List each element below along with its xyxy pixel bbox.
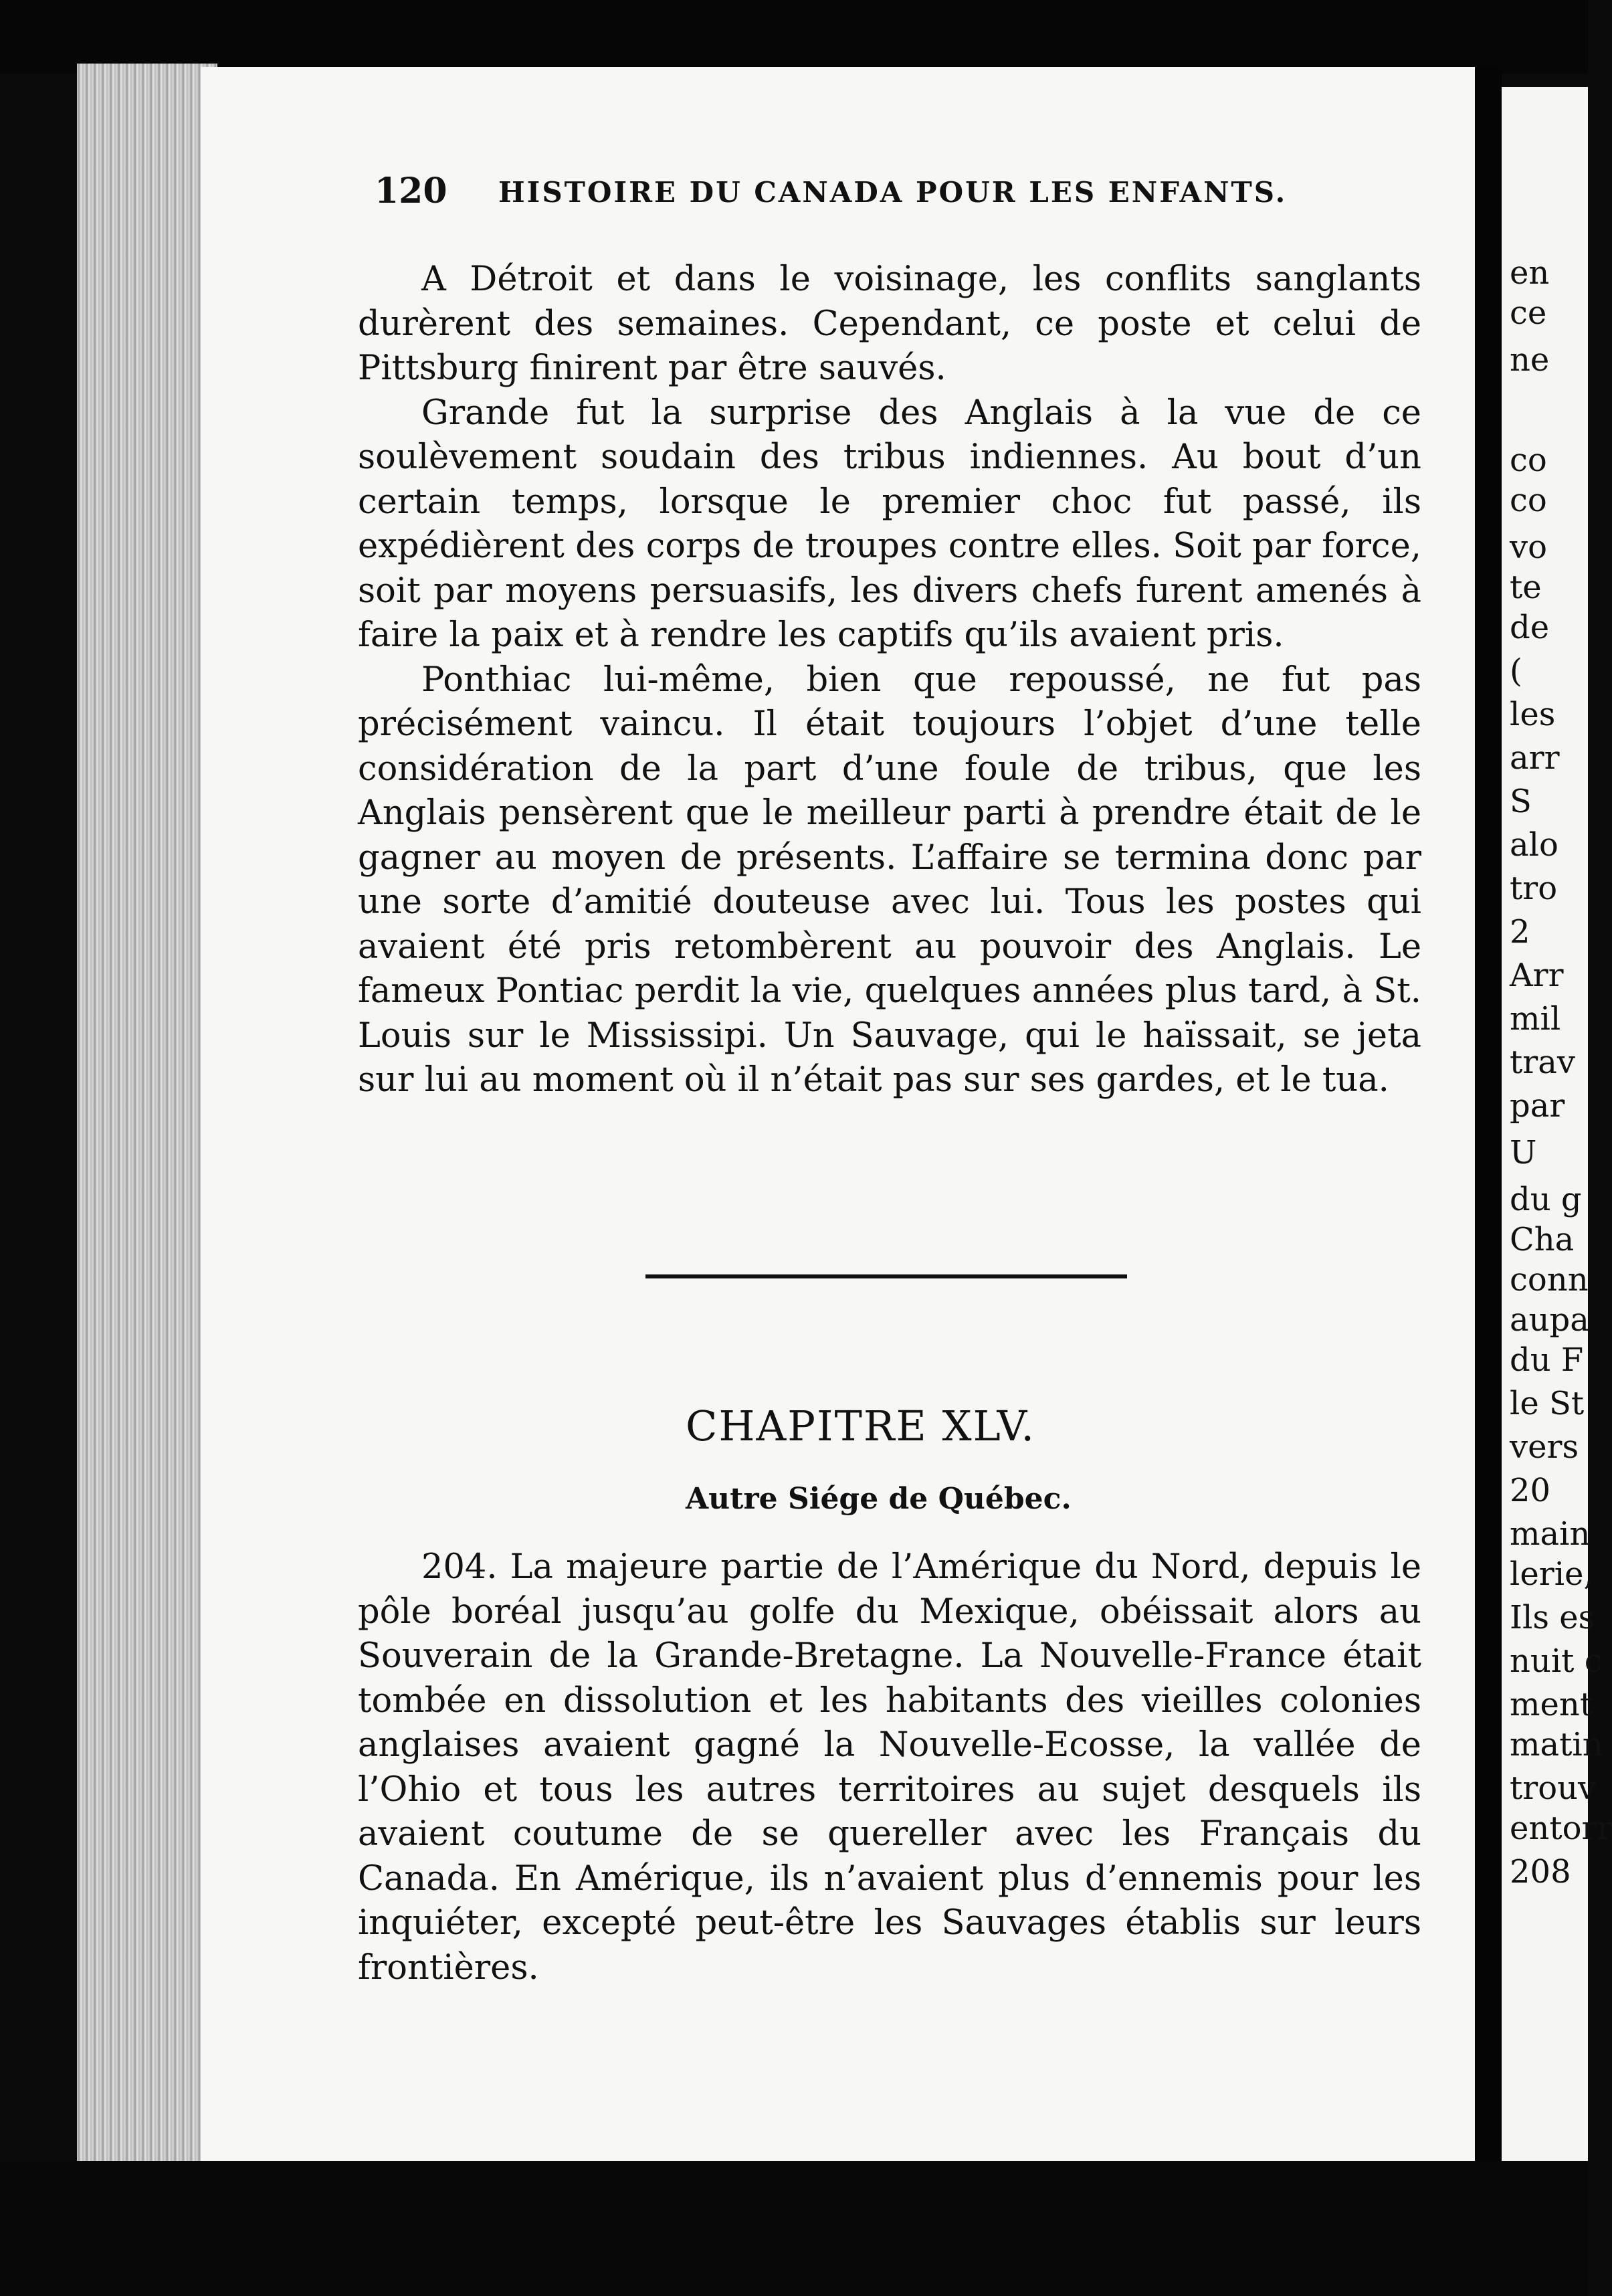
paragraph: Grande fut la surprise des Anglais à la vue de ce soulèvement soudain des tribus indiennes. Au bout d’un certain temps, lorsque le premier choc fut passé, ils expédièrent des corps de troupes contre elles. Soit par force, soit par moyens persuasifs, les divers chefs furent amenés à faire la paix et à rendre les captifs qu’ils avaient pris. [358,393,1421,655]
facing-page-line: co [1510,482,1547,519]
paragraph-204: 204. La majeure partie de l’Amérique du Nord, depuis le pôle boréal jusqu’au golfe du Mexique, obéissait alors au Souverain de la Grande-Bretagne. La Nouvelle-France était tombée en dissolution et les habitants des vieilles colonies anglaises avaient gagné la Nouvelle-Ecosse, la vallée de l’Ohio et tous les autres territoires au sujet desquels ils avaient coutume de se quereller avec les Français du Canada. En Amérique, ils n’avaient plus d’ennemis pour les inquiéter, excepté peut-être les Sauvages établis sur leurs frontières. [358,1547,1421,1988]
facing-page-line: Ils es [1510,1599,1595,1636]
facing-page-line: ment [1510,1686,1593,1723]
facing-page-line: Cha [1510,1221,1575,1258]
facing-page-line: ce [1510,294,1547,332]
running-title: HISTOIRE DU CANADA POUR LES ENFANTS. [498,176,1288,209]
page-stack-edge [77,64,217,2161]
facing-page-line: les [1510,696,1556,733]
facing-page-line: Arr [1510,957,1564,994]
chapter-subtitle: Autre Siége de Québec. [686,1482,1072,1516]
facing-page-line: main [1510,1515,1591,1553]
scan-top-border [0,0,1588,74]
body-text-bottom [358,1545,1421,1990]
section-divider [645,1274,1127,1278]
facing-page-line: alo [1510,826,1558,864]
facing-page-line: matin [1510,1726,1603,1763]
facing-page-line: par [1510,1087,1565,1125]
body-text-top [358,258,1421,1103]
facing-page-line: tro [1510,870,1558,907]
running-header [375,171,1378,224]
facing-page-line: nuit c [1510,1642,1603,1680]
facing-page-line: aupa [1510,1301,1589,1339]
page-number: 120 [375,171,447,211]
facing-page-line: lerie, [1510,1555,1594,1593]
facing-page-line: ( [1510,652,1522,690]
facing-page-line: arr [1510,739,1560,777]
facing-page-line: en [1510,254,1550,292]
facing-page-line: co [1510,442,1547,479]
facing-page-line: te [1510,569,1542,606]
facing-page-line: du F [1510,1341,1584,1379]
facing-page-line: trav [1510,1044,1575,1081]
facing-page-line: du g [1510,1181,1582,1218]
paragraph: A Détroit et dans le voisinage, les conflits sanglants durèrent des semaines. Cependant, ce poste et celui de Pittsburg finirent par être sauvés. [358,260,1421,388]
facing-page-line: vo [1510,529,1548,566]
facing-page-line: 208 [1510,1853,1571,1891]
facing-page-line: entorr [1510,1810,1612,1847]
facing-page-line: 20 [1510,1472,1551,1509]
book-gutter [1475,67,1502,2181]
facing-page-line: S [1510,783,1532,820]
scan-bottom-border [0,2161,1588,2296]
chapter-title: CHAPITRE XLV. [686,1402,1036,1450]
facing-page-line: vers [1510,1428,1579,1466]
facing-page-line: conn [1510,1261,1589,1299]
facing-page-line: trouv [1510,1769,1597,1807]
facing-page-line: le St [1510,1385,1585,1422]
paragraph: Ponthiac lui-même, bien que repoussé, ne fut pas précisément vaincu. Il était toujours l’objet d’une telle considération de la part d’une foule de tribus, que les Anglais pensèrent que le meilleur parti à prendre était de le gagner au moyen de présents. L’affaire se termina donc par une sorte d’amitié douteuse avec lui. Tous les postes qui avaient été pris retombèrent au pouvoir des Anglais. Le fameux Pontiac perdit la vie, quelques années plus tard, à St. Louis sur le Mississipi. Un Sauvage, qui le haïssait, se jeta sur lui au moment où il n’était pas sur ses gardes, et le tua. [358,660,1421,1100]
facing-page-line: ne [1510,341,1550,379]
facing-page-line: 2 [1510,913,1530,951]
facing-page-line: mil [1510,1000,1561,1038]
facing-page-line: de [1510,609,1550,646]
facing-page-line: U [1510,1134,1537,1171]
facing-page-fragment [1502,87,1612,2181]
